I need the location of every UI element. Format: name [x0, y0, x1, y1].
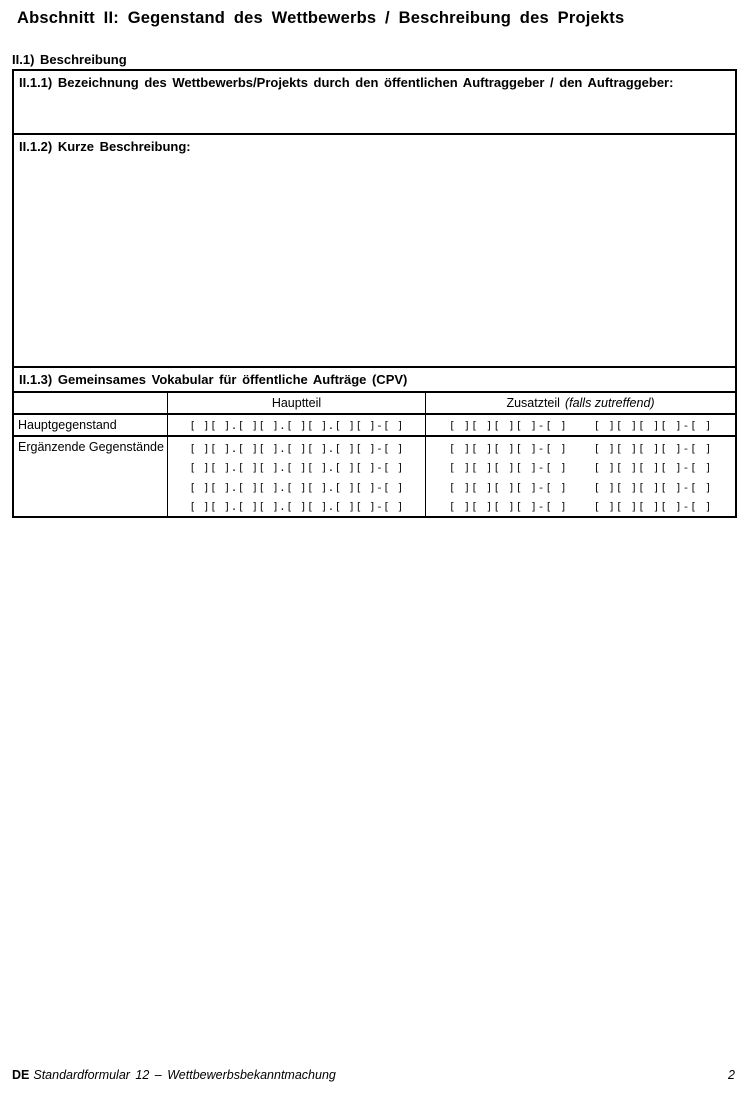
cpv-supplementary-code-slot: [ ][ ][ ][ ]-[ ] [448, 499, 568, 513]
cpv-header-zusatzteil-note: (falls zutreffend) [564, 396, 655, 410]
footer-form-title: Standardformular 12 – Wettbewerbsbekanntmachung [33, 1068, 336, 1082]
cpv-hauptgegenstand-supp-cell [426, 415, 735, 435]
cpv-hauptgegenstand-main-cell [168, 415, 426, 435]
cpv-supplementary-code-slot: [ ][ ][ ][ ]-[ ] [593, 461, 713, 475]
cpv-supplementary-code-slots [426, 415, 735, 435]
field-box-cpv [12, 368, 737, 518]
cpv-header-hauptteil-label: Hauptteil [271, 396, 322, 410]
cpv-header-hauptteil [168, 393, 426, 413]
cpv-main-code-slots: [ ][ ].[ ][ ].[ ][ ].[ ][ ]-[ ] [189, 418, 404, 432]
cpv-supplementary-code-slot: [ ][ ][ ][ ]-[ ] [448, 480, 568, 494]
cpv-ergaenzende-main-cell [168, 437, 426, 516]
cpv-row-label-hauptgegenstand: Hauptgegenstand [14, 415, 168, 435]
cpv-header-zusatzteil [426, 393, 735, 413]
field-box-bezeichnung [12, 69, 737, 135]
field-kurze-beschreibung-label: II.1.2) Kurze Beschreibung: [19, 139, 191, 154]
field-bezeichnung-label: II.1.1) Bezeichnung des Wettbewerbs/Projekts durch den öffentlichen Auftraggeber / den Auftraggeber: [19, 75, 674, 90]
cpv-row-hauptgegenstand [14, 415, 735, 437]
cpv-supplementary-code-slot: [ ][ ][ ][ ]-[ ] [448, 442, 568, 456]
form-boxes [12, 69, 737, 518]
cpv-main-code-slots: [ ][ ].[ ][ ].[ ][ ].[ ][ ]-[ ] [189, 480, 404, 494]
cpv-supplementary-code-slot: [ ][ ][ ][ ]-[ ] [593, 499, 713, 513]
cpv-row-label-ergaenzende: Ergänzende Gegenstände [14, 437, 168, 516]
cpv-header-zusatzteil-label: Zusatzteil [506, 396, 560, 410]
cpv-table-header-row [14, 393, 735, 415]
cpv-supplementary-code-slot: [ ][ ][ ][ ]-[ ] [593, 480, 713, 494]
cpv-supplementary-code-slots [426, 458, 735, 477]
cpv-main-code-slots: [ ][ ].[ ][ ].[ ][ ].[ ][ ]-[ ] [189, 461, 404, 475]
footer-form-name [12, 1068, 336, 1082]
cpv-supplementary-code-slot: [ ][ ][ ][ ]-[ ] [593, 442, 713, 456]
cpv-supplementary-code-slots [426, 439, 735, 458]
cpv-supplementary-code-slot: [ ][ ][ ][ ]-[ ] [593, 418, 713, 432]
page-footer [12, 1068, 735, 1082]
field-box-kurze-beschreibung [12, 135, 737, 368]
footer-page-number: 2 [728, 1068, 735, 1082]
page-title: Abschnitt II: Gegenstand des Wettbewerbs / Beschreibung des Projekts [17, 9, 625, 27]
footer-language-code: DE [12, 1068, 30, 1082]
cpv-ergaenzende-supp-cell [426, 437, 735, 516]
cpv-supplementary-code-slot: [ ][ ][ ][ ]-[ ] [448, 418, 568, 432]
cpv-row-ergaenzende-gegenstaende [14, 437, 735, 516]
cpv-table [14, 393, 735, 516]
cpv-main-code-slots: [ ][ ].[ ][ ].[ ][ ].[ ][ ]-[ ] [189, 499, 404, 513]
cpv-supplementary-code-slot: [ ][ ][ ][ ]-[ ] [448, 461, 568, 475]
section-heading: II.1) Beschreibung [12, 52, 127, 67]
cpv-header-empty-cell [14, 393, 168, 413]
cpv-supplementary-code-slots [426, 478, 735, 497]
field-cpv-label: II.1.3) Gemeinsames Vokabular für öffentliche Aufträge (CPV) [14, 368, 735, 393]
cpv-supplementary-code-slots [426, 497, 735, 516]
cpv-main-code-slots: [ ][ ].[ ][ ].[ ][ ].[ ][ ]-[ ] [189, 442, 404, 456]
